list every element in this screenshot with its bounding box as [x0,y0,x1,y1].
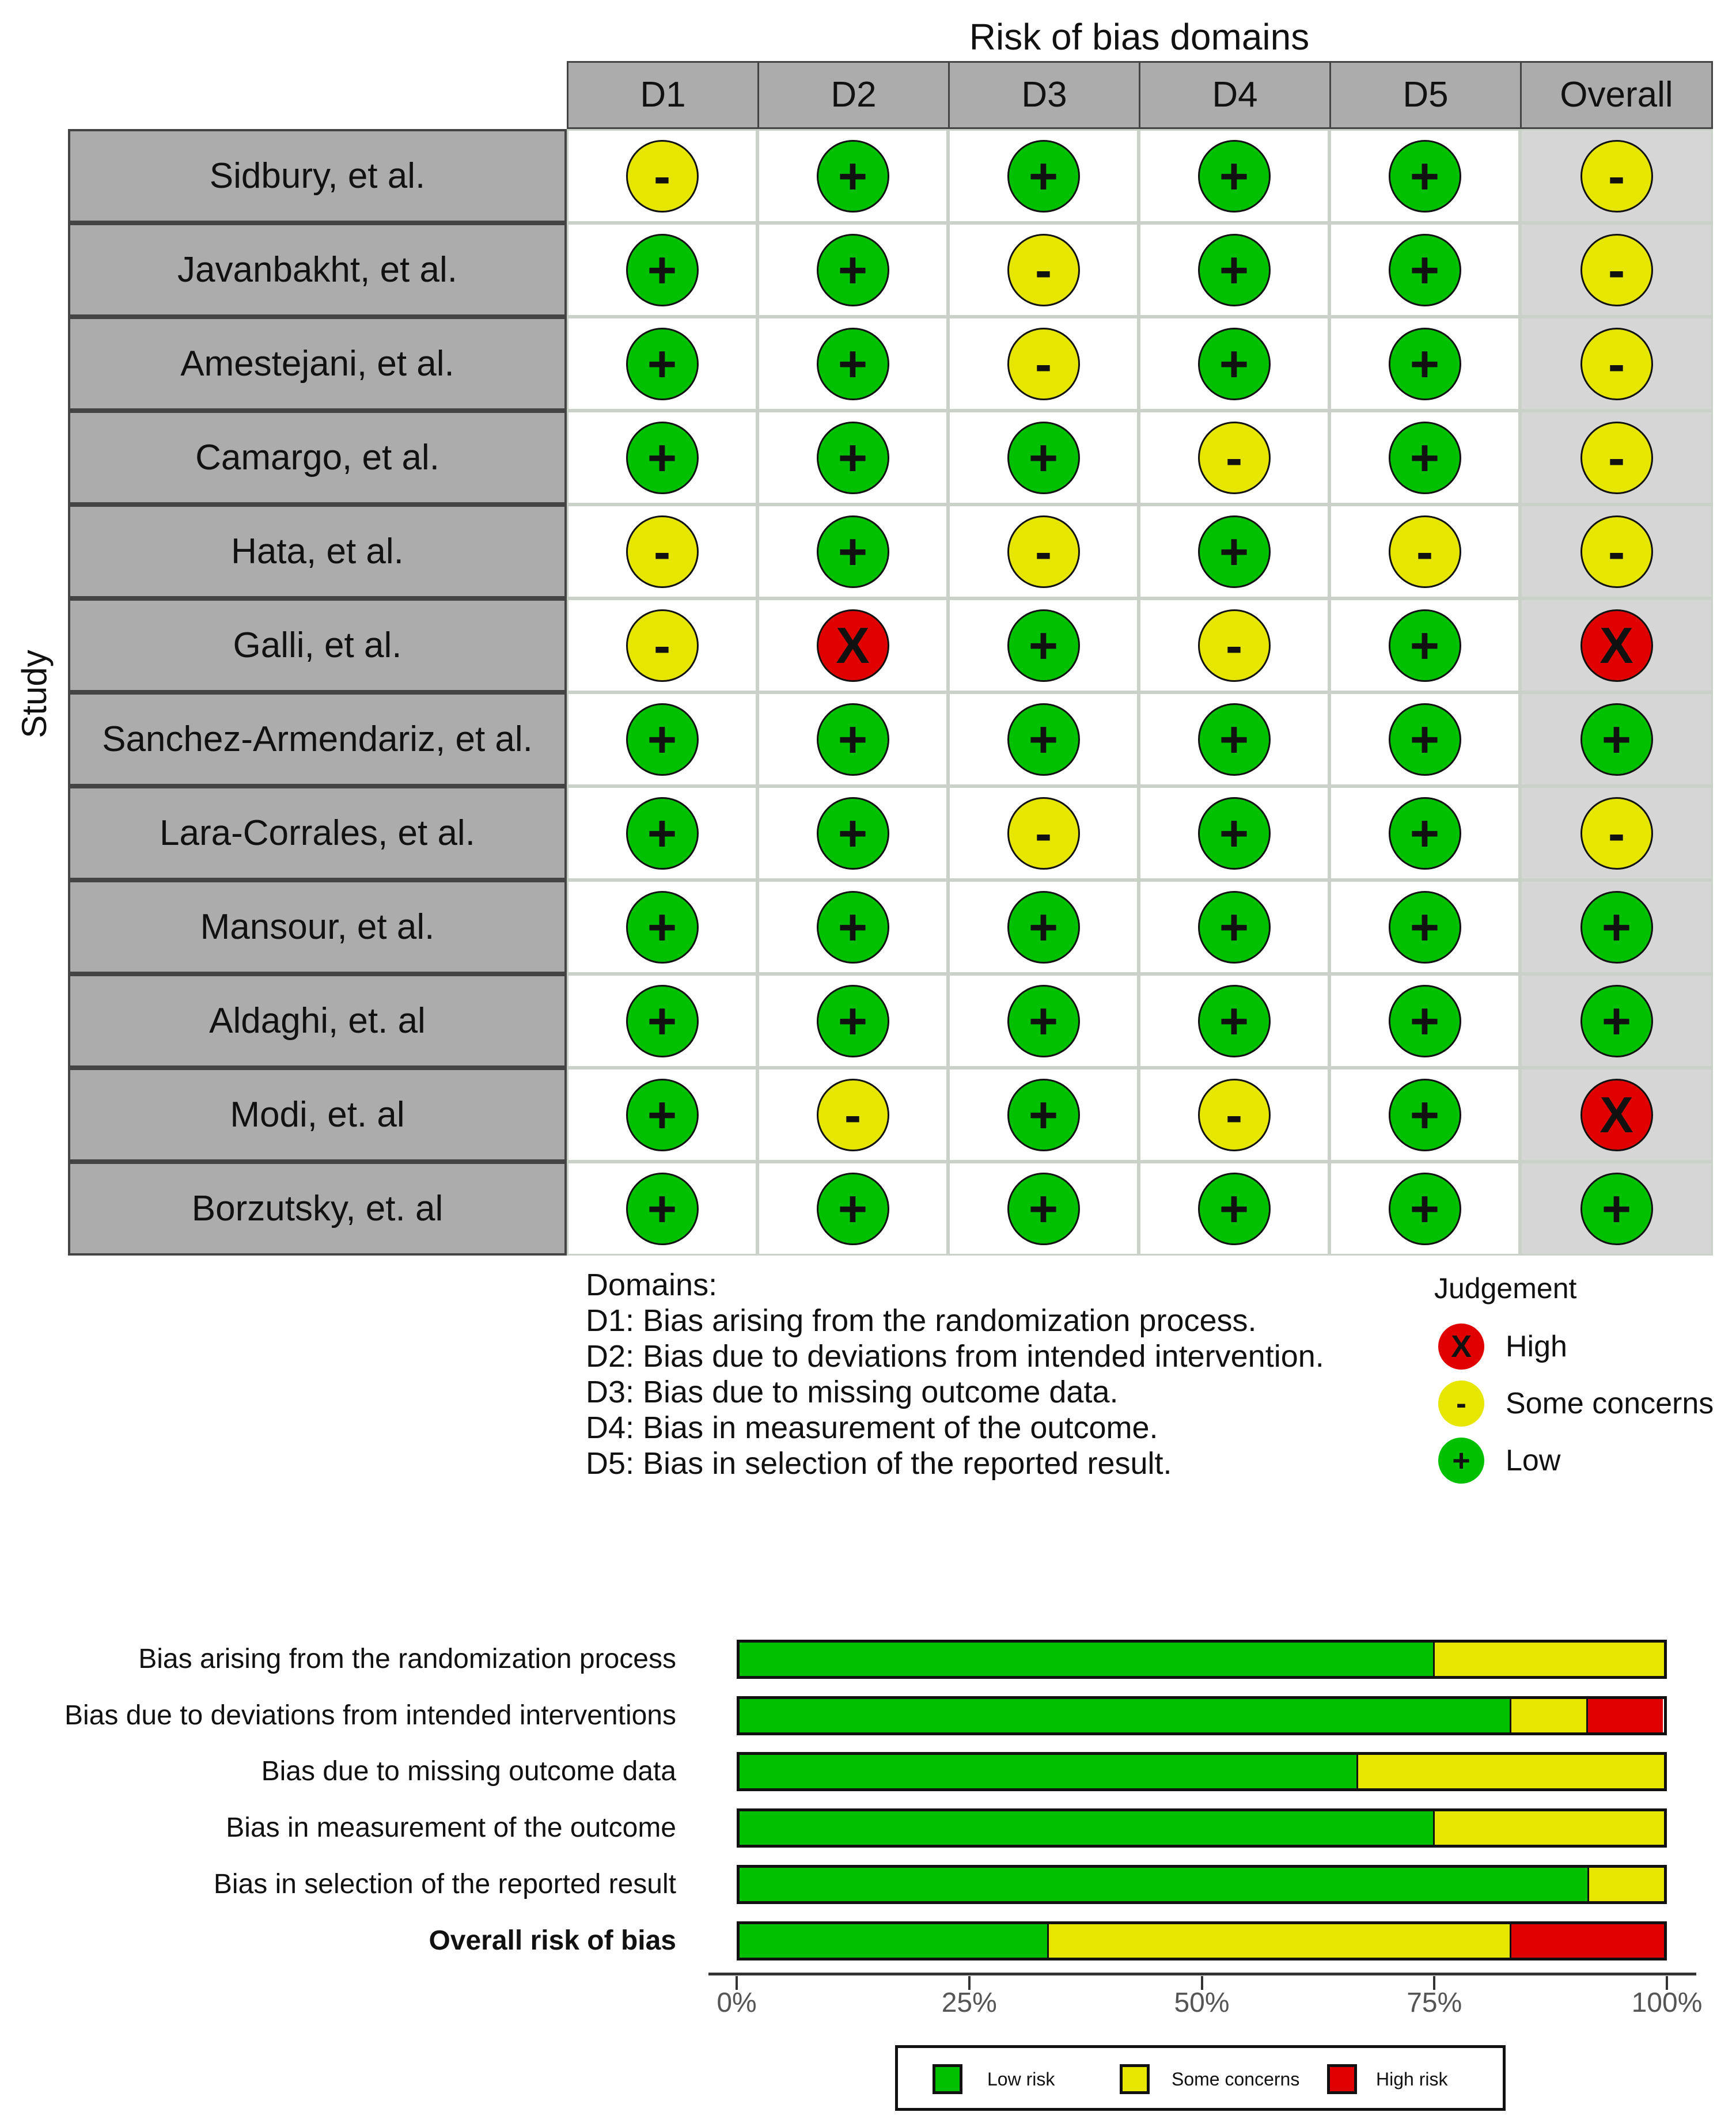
judgement-cell [1329,129,1520,223]
judgement-low-icon: + [1389,140,1461,213]
judgement-cell [1329,692,1520,786]
judgement-low-icon: + [626,328,699,400]
judgement-low-icon: + [817,515,889,588]
judgement-cell [1329,880,1520,974]
study-label: Galli, et al. [68,598,567,692]
judgement-high-icon: X [1580,609,1653,682]
judgement-some-label: Some concerns [1506,1387,1714,1420]
x-tick-label: 50% [1174,1988,1230,2018]
judgement-cell [757,692,948,786]
judgement-low-icon: + [626,891,699,964]
bar-segment-low [740,1643,1433,1676]
domain-d1: D1: Bias arising from the randomization process. [586,1303,1257,1338]
bar-label: Bias arising from the randomization process [138,1644,676,1674]
stacked-bar [737,1640,1667,1679]
judgement-cell [1329,1162,1520,1256]
judgement-some-icon: - [1007,328,1080,400]
judgement-some-icon: - [817,1079,889,1151]
judgement-low-icon: + [626,985,699,1057]
judgement-some-icon: - [1438,1381,1484,1427]
legend-swatch-some [1120,2064,1150,2094]
judgement-low-icon: + [817,797,889,870]
legend-swatch-low [933,2064,962,2094]
domain-d3: D3: Bias due to missing outcome data. [586,1375,1119,1409]
judgement-cell [567,880,757,974]
judgement-cell [757,317,948,411]
judgement-low-icon: + [1198,1173,1271,1245]
judgement-cell [1329,223,1520,317]
study-label: Modi, et. al [68,1068,567,1162]
judgement-low-icon: + [817,140,889,213]
bar-legend [895,2045,1506,2111]
judgement-cell [1520,129,1713,223]
study-label: Lara-Corrales, et al. [68,786,567,880]
study-label: Borzutsky, et. al [68,1162,567,1256]
judgement-high-icon: X [1438,1324,1484,1370]
judgement-low-icon: + [1198,891,1271,964]
judgement-cell [757,223,948,317]
judgement-cell [1139,974,1329,1068]
column-header-d1: D1 [567,61,759,129]
judgement-cell [1139,598,1329,692]
judgement-low-icon: + [1580,703,1653,776]
judgement-low-icon: + [1580,1173,1653,1245]
judgement-low-icon: + [1007,891,1080,964]
column-header-d2: D2 [757,61,950,129]
judgement-cell [567,1162,757,1256]
bar-segment-some [1587,1868,1664,1901]
judgement-low-icon: + [1198,234,1271,306]
study-label: Javanbakht, et al. [68,223,567,317]
judgement-cell [1329,505,1520,598]
judgement-cell [757,598,948,692]
judgement-cell [1139,1162,1329,1256]
judgement-low-icon: + [1007,1079,1080,1151]
judgement-cell [567,411,757,505]
judgement-cell [567,317,757,411]
judgement-cell [948,129,1139,223]
study-label: Hata, et al. [68,505,567,598]
judgement-cell [1139,880,1329,974]
domain-d5: D5: Bias in selection of the reported result. [586,1446,1172,1481]
judgement-cell [567,692,757,786]
judgement-cell [1139,692,1329,786]
judgement-cell [567,598,757,692]
judgement-cell [948,317,1139,411]
study-label: Sidbury, et al. [68,129,567,223]
judgement-cell [567,786,757,880]
domain-d2: D2: Bias due to deviations from intended intervention. [586,1339,1324,1374]
judgement-cell [567,129,757,223]
judgement-low-icon: + [1389,422,1461,494]
judgement-cell [1520,974,1713,1068]
judgement-cell [1520,505,1713,598]
judgement-low-icon: + [1007,1173,1080,1245]
bar-label: Bias due to missing outcome data [261,1756,676,1787]
judgement-low-icon: + [1389,703,1461,776]
judgement-cell [567,505,757,598]
x-axis-line [708,1973,1696,1975]
bar-segment-low [740,1924,1047,1958]
study-label: Camargo, et al. [68,411,567,505]
judgement-some-icon: - [1198,1079,1271,1151]
judgement-cell [1520,411,1713,505]
column-header-d4: D4 [1139,61,1331,129]
stacked-bar [737,1752,1667,1791]
judgement-cell [1329,317,1520,411]
judgement-low-icon: + [1580,891,1653,964]
bar-label: Bias in selection of the reported result [213,1868,676,1899]
judgement-low-icon: + [817,1173,889,1245]
judgement-some-icon: - [1580,515,1653,588]
judgement-some-icon: - [1580,328,1653,400]
judgement-low-icon: + [817,891,889,964]
judgement-some-icon: - [1198,422,1271,494]
judgement-cell [948,1068,1139,1162]
bar-segment-some [1356,1755,1664,1788]
judgement-low-icon: + [817,328,889,400]
judgement-cell [757,411,948,505]
judgement-cell [1520,223,1713,317]
judgement-cell [1520,692,1713,786]
judgement-low-icon: + [1389,609,1461,682]
judgement-low-icon: + [1198,515,1271,588]
legend-label-high: High risk [1376,2069,1448,2090]
judgement-high-icon: X [1580,1079,1653,1151]
judgement-cell [757,880,948,974]
judgement-cell [948,786,1139,880]
bar-label: Bias in measurement of the outcome [226,1812,676,1844]
judgement-cell [1520,786,1713,880]
judgement-some-icon: - [626,609,699,682]
judgement-some-icon: - [1580,797,1653,870]
bar-segment-low [740,1811,1433,1845]
judgement-some-icon: - [1007,797,1080,870]
bar-segment-low [740,1699,1510,1732]
judgement-low-icon: + [1007,422,1080,494]
domains-heading: Domains: [586,1268,718,1302]
judgement-cell [1329,974,1520,1068]
judgement-low-icon: + [1198,985,1271,1057]
judgement-high-icon: X [817,609,889,682]
judgement-low-icon: + [626,797,699,870]
judgement-cell [948,505,1139,598]
judgement-cell [1139,786,1329,880]
judgement-low-icon: + [626,422,699,494]
judgement-low-icon: + [1389,234,1461,306]
judgement-cell [948,223,1139,317]
judgement-some-icon: - [1007,515,1080,588]
judgement-low-icon: + [817,703,889,776]
judgement-cell [1139,505,1329,598]
judgement-some-icon: - [1580,234,1653,306]
bar-segment-high [1510,1924,1664,1958]
judgement-low-icon: + [1007,985,1080,1057]
bar-label: Bias due to deviations from intended interventions [65,1700,676,1731]
bar-segment-some [1433,1811,1664,1845]
judgement-cell [567,223,757,317]
judgement-cell [567,974,757,1068]
judgement-cell [1329,1068,1520,1162]
judgement-cell [948,1162,1139,1256]
judgement-cell [1520,1162,1713,1256]
judgement-cell [1329,598,1520,692]
study-label: Mansour, et al. [68,880,567,974]
judgement-cell [1139,1068,1329,1162]
judgement-some-icon: - [1580,140,1653,213]
judgement-low-icon: + [1007,140,1080,213]
judgement-cell [1139,223,1329,317]
legend-label-some: Some concerns [1172,2069,1300,2090]
judgement-some-icon: - [626,515,699,588]
judgement-low-icon: + [1389,797,1461,870]
judgement-heading: Judgement [1434,1272,1577,1305]
judgement-low-icon: + [626,1173,699,1245]
judgement-low-icon: + [817,422,889,494]
y-axis-label: Study [15,650,54,738]
judgement-low-label: Low [1506,1444,1561,1477]
judgement-cell [757,786,948,880]
judgement-low-icon: + [626,1079,699,1151]
judgement-cell [1139,129,1329,223]
judgement-low-icon: + [817,985,889,1057]
judgement-some-icon: - [1198,609,1271,682]
judgement-some-icon: - [1007,234,1080,306]
study-label: Amestejani, et al. [68,317,567,411]
judgement-high-label: High [1506,1330,1567,1363]
stacked-bar [737,1865,1667,1904]
judgement-low-icon: + [1198,140,1271,213]
bar-segment-low [740,1755,1356,1788]
judgement-low-icon: + [1389,891,1461,964]
judgement-some-icon: - [626,140,699,213]
judgement-low-icon: + [1389,328,1461,400]
judgement-cell [1329,786,1520,880]
bar-label: Overall risk of bias [429,1925,676,1956]
judgement-cell [948,692,1139,786]
column-header-d3: D3 [948,61,1140,129]
judgement-cell [1520,880,1713,974]
bar-segment-some [1433,1643,1664,1676]
judgement-low-icon: + [1580,985,1653,1057]
judgement-cell [1520,317,1713,411]
judgement-cell [757,1068,948,1162]
judgement-cell [757,505,948,598]
study-label: Sanchez-Armendariz, et al. [68,692,567,786]
judgement-cell [1139,411,1329,505]
judgement-low-icon: + [1389,1173,1461,1245]
x-tick-label: 25% [941,1988,997,2018]
judgement-low-icon: + [1389,1079,1461,1151]
judgement-cell [948,880,1139,974]
judgement-some-icon: - [1389,515,1461,588]
bar-segment-some [1047,1924,1510,1958]
column-header-overall: Overall [1520,61,1713,129]
judgement-cell [1139,317,1329,411]
judgement-cell [567,1068,757,1162]
judgement-low-icon: + [1198,328,1271,400]
judgement-cell [757,129,948,223]
judgement-low-icon: + [626,703,699,776]
judgement-some-icon: - [1580,422,1653,494]
judgement-cell [757,1162,948,1256]
judgement-low-icon: + [1007,703,1080,776]
judgement-low-icon: + [1389,985,1461,1057]
x-tick-label: 100% [1631,1988,1703,2018]
stacked-bar [737,1921,1667,1960]
x-tick-label: 0% [717,1988,757,2018]
judgement-low-icon: + [1438,1438,1484,1484]
bar-segment-high [1586,1699,1663,1732]
judgement-low-icon: + [817,234,889,306]
judgement-cell [948,411,1139,505]
judgement-low-icon: + [1007,609,1080,682]
judgement-cell [1329,411,1520,505]
judgement-cell [1520,1068,1713,1162]
judgement-cell [948,598,1139,692]
x-tick-label: 75% [1407,1988,1462,2018]
judgement-low-icon: + [1198,797,1271,870]
legend-swatch-high [1327,2064,1357,2094]
judgement-low-icon: + [626,234,699,306]
judgement-cell [948,974,1139,1068]
judgement-cell [1520,598,1713,692]
chart-title: Risk of bias domains [969,16,1310,58]
bar-segment-low [740,1868,1587,1901]
study-label: Aldaghi, et. al [68,974,567,1068]
judgement-low-icon: + [1198,703,1271,776]
stacked-bar [737,1696,1667,1735]
legend-label-low: Low risk [987,2069,1055,2090]
stacked-bar [737,1808,1667,1848]
bar-segment-some [1510,1699,1586,1732]
domain-d4: D4: Bias in measurement of the outcome. [586,1410,1158,1445]
judgement-cell [757,974,948,1068]
column-header-d5: D5 [1329,61,1522,129]
